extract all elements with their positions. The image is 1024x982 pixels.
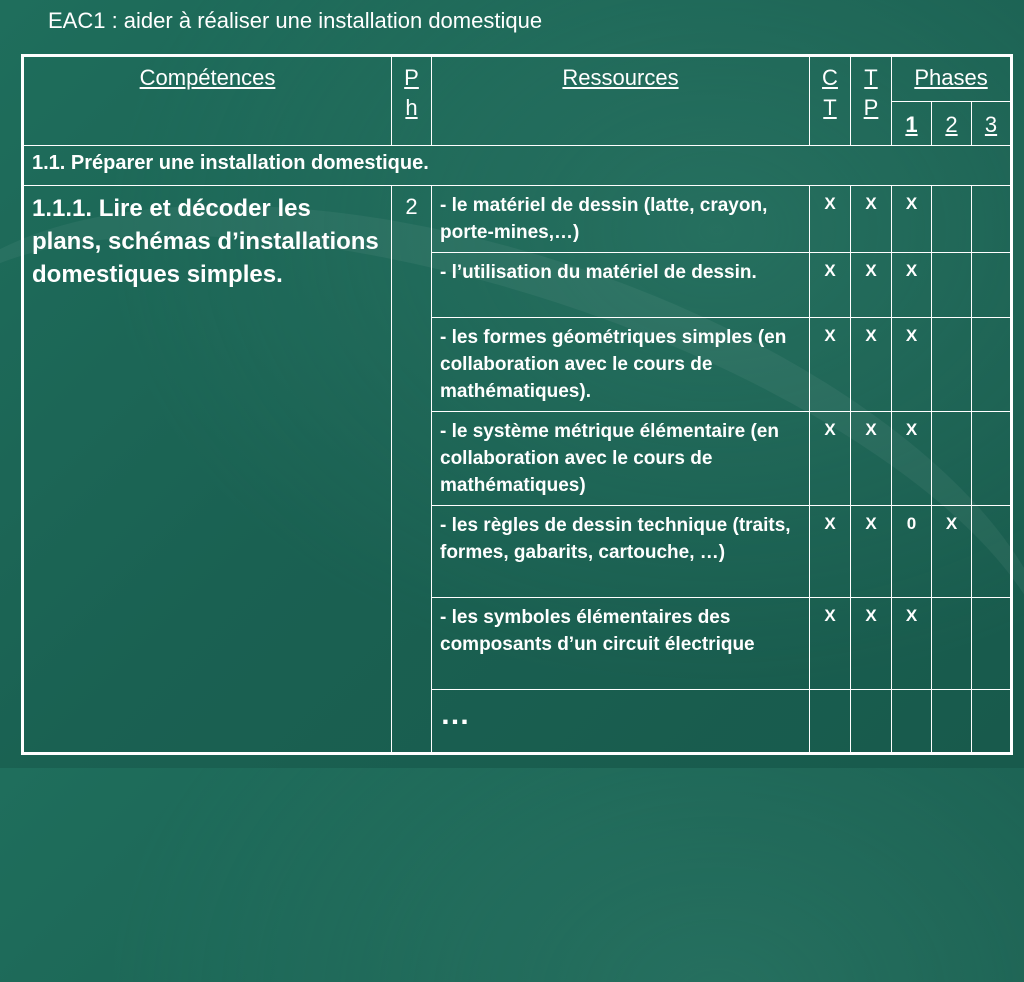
header-phase-3: 3 <box>972 102 1012 146</box>
phase-1-mark: X <box>892 186 932 253</box>
header-phases: Phases <box>892 56 1012 102</box>
header-ct-bottom: T <box>823 95 837 120</box>
header-tp-top: T <box>864 65 878 90</box>
ct-mark: X <box>810 253 851 318</box>
resource-cell: - les formes géométriques simples (en collaboration avec le cours de mathématiques). <box>432 318 810 412</box>
phase-2-mark <box>932 598 972 690</box>
header-ressources: Ressources <box>432 56 810 146</box>
header-ph <box>392 56 432 146</box>
phase-2-mark: X <box>932 506 972 598</box>
header-ct <box>810 56 851 146</box>
phase-1-mark: X <box>892 598 932 690</box>
resource-cell: - le matériel de dessin (latte, crayon, porte-mines,…) <box>432 186 810 253</box>
phase-2-mark <box>932 690 972 754</box>
ct-mark: X <box>810 506 851 598</box>
resource-cell: - les symboles élémentaires des composants d’un circuit électrique <box>432 598 810 690</box>
header-ph-bottom: h <box>405 95 418 120</box>
header-competences: Compétences <box>23 56 392 146</box>
phase-3-mark <box>972 318 1012 412</box>
phase-1-mark: X <box>892 253 932 318</box>
phase-3-mark <box>972 186 1012 253</box>
competence-cell: 1.1.1. Lire et décoder les plans, schémas d’installations domestiques simples. <box>23 186 392 754</box>
phase-1-mark: 0 <box>892 506 932 598</box>
tp-mark: X <box>851 318 892 412</box>
resource-cell: - les règles de dessin technique (traits, formes, gabarits, cartouche, …) <box>432 506 810 598</box>
phase-1-mark: X <box>892 412 932 506</box>
resource-cell: - l’utilisation du matériel de dessin. <box>432 253 810 318</box>
phase-1-mark <box>892 690 932 754</box>
section-heading: 1.1. Préparer une installation domestique. <box>23 146 1012 186</box>
phase-3-mark <box>972 598 1012 690</box>
phase-2-mark <box>932 412 972 506</box>
phase-1-mark: X <box>892 318 932 412</box>
header-tp-bottom: P <box>863 95 879 120</box>
header-tp <box>851 56 892 146</box>
phase-2-mark <box>932 253 972 318</box>
tp-mark: X <box>851 598 892 690</box>
tp-mark: X <box>851 253 892 318</box>
ph-value-cell: 2 <box>392 186 432 754</box>
table-row <box>23 186 1012 253</box>
phase-3-mark <box>972 690 1012 754</box>
phase-2-mark <box>932 186 972 253</box>
header-phase-1: 1 <box>892 102 932 146</box>
ct-mark: X <box>810 186 851 253</box>
ct-mark <box>810 690 851 754</box>
tp-mark: X <box>851 412 892 506</box>
ct-mark: X <box>810 412 851 506</box>
ct-mark: X <box>810 598 851 690</box>
tp-mark <box>851 690 892 754</box>
resource-cell-ellipsis: … <box>432 690 810 754</box>
slide-title: EAC1 : aider à réaliser une installation domestique <box>48 8 543 33</box>
phase-2-mark <box>932 318 972 412</box>
header-phase-2: 2 <box>932 102 972 146</box>
header-ct-top: C <box>822 65 838 90</box>
phase-3-mark <box>972 253 1012 318</box>
tp-mark: X <box>851 506 892 598</box>
resource-cell: - le système métrique élémentaire (en collaboration avec le cours de mathématiques) <box>432 412 810 506</box>
header-ph-top: P <box>404 65 419 90</box>
tp-mark: X <box>851 186 892 253</box>
phase-3-mark <box>972 506 1012 598</box>
phase-3-mark <box>972 412 1012 506</box>
competences-table <box>21 54 1013 755</box>
ct-mark: X <box>810 318 851 412</box>
